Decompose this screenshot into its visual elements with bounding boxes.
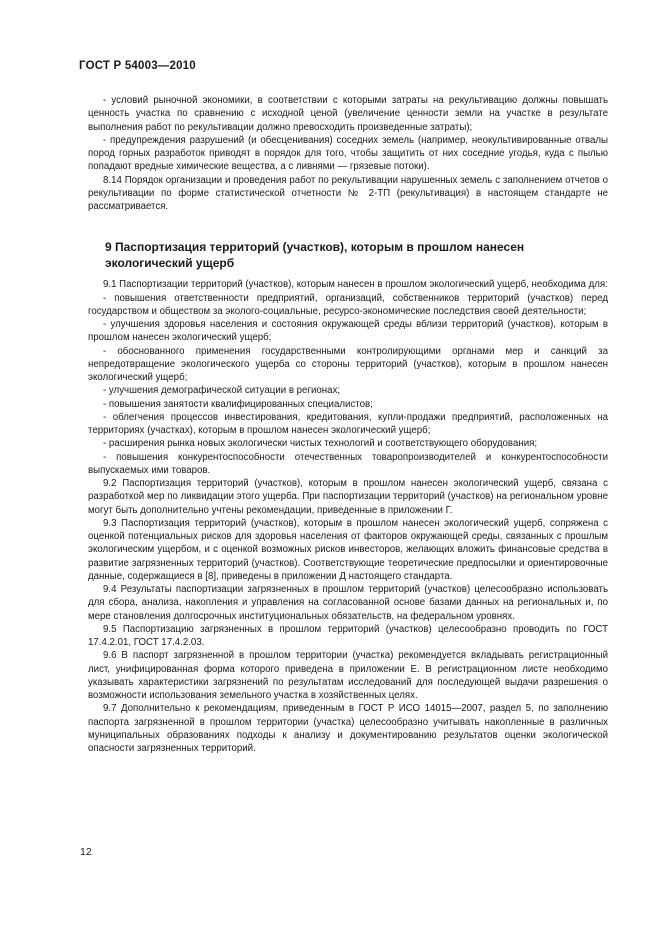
paragraph: 9.3 Паспортизация территорий (участков), которым в прошлом нанесен экологический ущерб, сопряжена с оценкой потенциальных рисков для здоровья населения от факторов окружающей среды, связанных с прошлым экологическим ущербом, и с оценкой возможных рисков инвесторов, желающих вложить финансовые средства в развитие загрязненных территорий (участков). Соответствующие теоретические предпосылки и ориентировочные данные, содержащиеся в [8], приведены в приложении Д настоящего стандарта.	[88, 517, 608, 582]
list-item: - обоснованного применения государственными контролирующими органами мер и санкций за непредотвращение экологического ущерба со стороны территорий (участков), которым в прошлом нанесен экологический ущерб;	[88, 345, 608, 383]
list-item: - улучшения демографической ситуации в регионах;	[103, 385, 341, 397]
document-header: ГОСТ Р 54003—2010	[79, 60, 196, 72]
list-item: - облегчения процессов инвестирования, кредитования, купли-продажи предприятий, расположенных на территориях (участках), которым в прошлом нанесен экологический ущерб;	[88, 411, 608, 436]
paragraph: 9.5 Паспортизацию загрязненных в прошлом территорий (участков) целесообразно проводить по ГОСТ 17.4.2.01, ГОСТ 17.4.2.03.	[88, 623, 608, 648]
paragraph: - условий рыночной экономики, в соответствии с которыми затраты на рекультивацию должны повышать ценность участка по сравнению с исходной ценой (увеличение ценности земли на участке в результате выполнения работ по рекультивации должно превосходить произведенные затраты);	[88, 95, 608, 133]
paragraph: 9.1 Паспортизации территорий (участков), которым нанесен в прошлом экологический ущерб, необходима для:	[103, 279, 608, 291]
paragraph: - предупреждения разрушений (и обесценивания) соседних земель (например, неокультивированные отвалы пород горных разработок приводят в порядок для того, чтобы защитить от них соседние угодья, куда с пылью попадают вредные химические вещества, а с ливнями — грязевые потоки).	[88, 134, 608, 173]
list-item: - улучшения здоровья населения и состояния окружающей среды вблизи территорий (участков), которым в прошлом нанесен экологический ущерб;	[88, 319, 608, 344]
list-item: - расширения рынка новых экологически чистых технологий и соответствующего оборудования;	[103, 438, 538, 450]
list-item: - повышения занятости квалифицированных специалистов;	[103, 398, 373, 410]
paragraph: 8.14 Порядок организации и проведения работ по рекультивации нарушенных земель с заполнением отчетов о рекультивации по форме статистической отчетности № 2-ТП (рекультивация) в настоящем стандарте не рассматривается.	[88, 174, 608, 212]
paragraph: 9.2 Паспортизация территорий (участков), которым в прошлом нанесен экологический ущерб, связана с разработкой мер по ликвидации этого ущерба. При паспортизации территорий (участков) на региональном уровне могут быть дополнительно учтены рекомендации, приведенные в приложении Г.	[88, 478, 608, 516]
document-body	[88, 94, 608, 755]
list-item: - повышения ответственности предприятий, организаций, собственников территорий (участков) перед государством и обществом за эколого-социальные, ресурсо-экономические последствия своей деятельности;	[88, 292, 608, 317]
page-number: 12	[80, 846, 92, 858]
list-item: - повышения конкурентоспособности отечественных товаропроизводителей и конкурентоспособности выпускаемых ими товаров.	[88, 451, 608, 476]
paragraph: 9.6 В паспорт загрязненной в прошлом территории (участка) рекомендуется вкладывать регистрационный лист, унифицированная форма которого приведена в приложении Е. В регистрационном листе необходимо указывать характеристики загрязнений по результатам исследований для последующей выдачи разрешения о возможности использования земельного участка в хозяйственных целях.	[88, 650, 608, 701]
paragraph: 9.7 Дополнительно к рекомендациям, приведенным в ГОСТ Р ИСО 14015—2007, раздел 5, по заполнению паспорта загрязненной в прошлом территории (участка) целесообразно учитывать накопленные в различных муниципальных образованиях подходы к анализу и документированию результатов оценки экологической опасности загрязненных территорий.	[88, 703, 608, 754]
section-heading: 9 Паспортизация территорий (участков), которым в прошлом нанесен экологический ущерб	[105, 240, 525, 271]
paragraph: 9.4 Результаты паспортизации загрязненных в прошлом территорий (участков) целесообразно использовать для сбора, анализа, накопления и управления на согласованной основе базами данных на региональных и, по мере становления долгосрочных институциональных обязательств, на федеральном уровнях.	[88, 584, 608, 622]
